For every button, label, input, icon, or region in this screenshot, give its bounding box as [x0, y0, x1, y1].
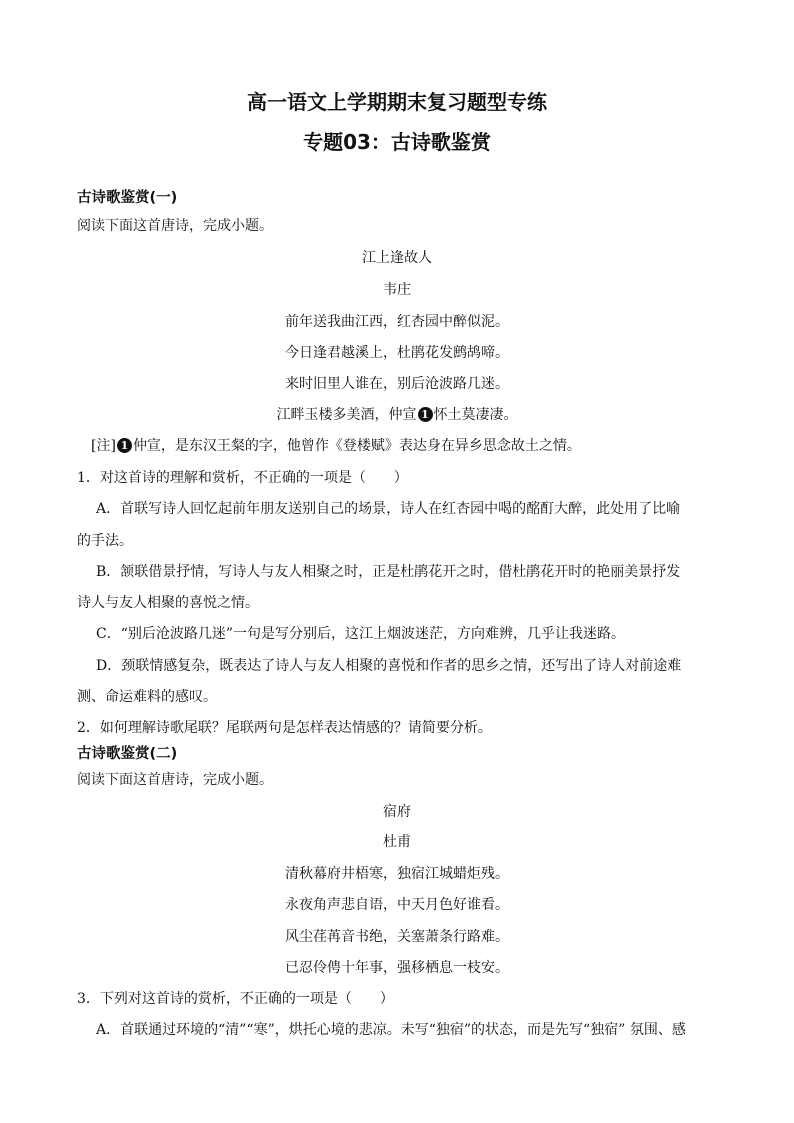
document-title: 高一语文上学期期末复习题型专练 [247, 90, 547, 114]
poem-line: 前年送我曲江西，红杏园中醉似泥。 [285, 314, 509, 330]
question-2-stem: 2．如何理解诗歌尾联？尾联两句是怎样表达情感的？请简要分析。 [77, 720, 492, 736]
section-heading-2: 古诗歌鉴赏(二) [77, 746, 178, 762]
poem-line: 已忍伶俜十年事，强移栖息一枝安。 [285, 960, 509, 976]
poem-line: 今日逢君越溪上，杜鹃花发鹧鸪啼。 [285, 345, 509, 361]
option-a: A．首联通过环境的“清”“寒”，烘托心境的悲凉。未写“独宿”的状态，而是先写“独宿” 氛围、感 [96, 1022, 686, 1038]
poem-author-2: 杜甫 [383, 834, 411, 850]
option-c: C．“别后沧波路几迷”一句是写分别后，这江上烟波迷茫，方向难辨，几乎让我迷路。 [96, 626, 626, 642]
poem-author-1: 韦庄 [383, 282, 411, 298]
question-3-stem: 3．下列对这首诗的赏析，不正确的一项是（ ） [77, 991, 394, 1007]
section-intro-1: 阅读下面这首唐诗，完成小题。 [77, 218, 273, 234]
option-d-cont: 测、命运难料的感叹。 [77, 689, 217, 705]
section-intro-2: 阅读下面这首唐诗，完成小题。 [77, 772, 273, 788]
poem-note: [注] 1 仲宣，是东汉王粲的字，他曾作《登楼赋》表达身在异乡思念故土之情。 [91, 438, 581, 454]
poem-line: 永夜角声悲自语，中天月色好谁看。 [285, 897, 509, 913]
document-subtitle: 专题03：古诗歌鉴赏 [303, 130, 491, 154]
footnote-marker: 1 [117, 438, 132, 453]
poem-line: 风尘荏苒音书绝，关塞萧条行路难。 [285, 929, 509, 945]
question-1-stem: 1．对这首诗的理解和赏析，不正确的一项是（ ） [77, 470, 408, 486]
poem-line: 江畔玉楼多美酒，仲宣 1 怀土莫凄凄。 [276, 407, 518, 423]
section-heading-1: 古诗歌鉴赏(一) [77, 190, 178, 206]
option-b: B．颔联借景抒情，写诗人与友人相聚之时，正是杜鹃花开之时，借杜鹃花开时的艳丽美景抒发 [96, 564, 681, 580]
option-d: D．颈联情感复杂，既表达了诗人与友人相聚的喜悦和作者的思乡之情，还写出了诗人对前途难 [96, 658, 682, 674]
poem-title-2: 宿府 [383, 804, 411, 820]
footnote-marker: 1 [418, 407, 433, 422]
option-b-cont: 诗人与友人相聚的喜悦之情。 [77, 595, 259, 611]
option-a-cont: 的手法。 [77, 533, 133, 549]
poem-line: 来时旧里人谁在，别后沧波路几迷。 [285, 376, 509, 392]
poem-title-1: 江上逢故人 [362, 250, 432, 266]
option-a: A．首联写诗人回忆起前年朋友送别自己的场景，诗人在红杏园中喝的酩酊大醉，此处用了比喻 [96, 501, 681, 517]
poem-line: 清秋幕府井梧寒，独宿江城蜡炬残。 [285, 866, 509, 882]
